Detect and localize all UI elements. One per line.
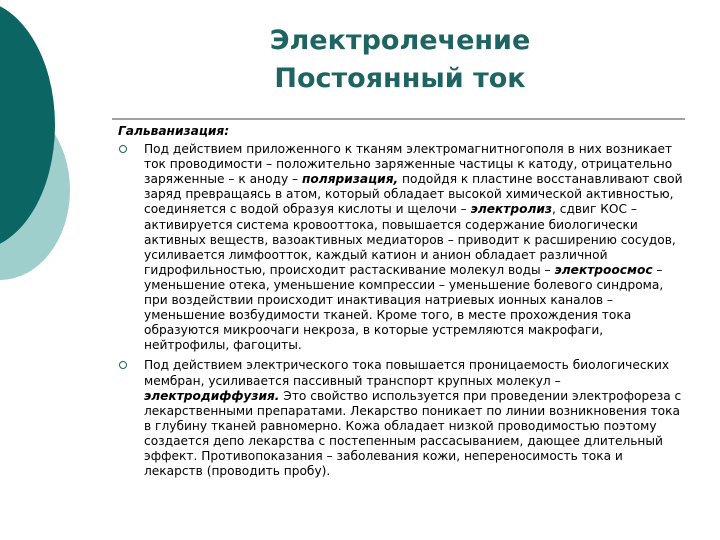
- ring-bullet-icon: [119, 145, 127, 153]
- section-heading: Гальванизация:: [118, 124, 230, 138]
- title-line-1: Электролечение: [269, 25, 531, 56]
- bullet-text: , сдвиг КОС – активируется система кровооттока, повышается содержание биологически активных веществ, вазоактивных медиаторов – приводит к расширению сосудов, усиливается лимфоотток, каждый катион и анион обладает различной гидрофильностью, происходит растаскивание молекул воды –: [144, 202, 676, 277]
- title-divider: [112, 118, 685, 120]
- term-polarization: поляризация,: [302, 172, 399, 187]
- bullet-item-electrodiffusion: [118, 358, 683, 479]
- slide-body: [118, 124, 683, 484]
- bullet-text: подойдя к пластине восстанавливают свой заряд превращаясь в атом, который обладает высокой химической активностью, соединяется с водой образуя кислоты и щелочи –: [144, 172, 683, 217]
- slide-title: [200, 22, 600, 98]
- bullet-text: Под действием электрического тока повышается проницаемость биологических мембран, усиливается пассивный транспорт крупных молекул –: [144, 358, 670, 388]
- bullet-text: – уменьшение отека, уменьшение компрессии – уменьшение болевого синдрома, при воздействии происходит инактивация натриевых ионных каналов – уменьшение возбудимости тканей. Кроме того, в месте прохождения тока образуются микроочаги некроза, в которые устремляются макрофаги, нейтрофилы, фагоциты.: [144, 262, 664, 353]
- term-electroosmosis: электроосмос: [554, 262, 653, 277]
- bullet-text: Под действием приложенного к тканям электромагнитногополя в них возникает ток проводимости – положительно заряженные частицы к катоду, отрицательно заряженные – к аноду –: [144, 142, 673, 187]
- title-line-2: Постоянный ток: [274, 63, 526, 94]
- bullet-item-galvanization: [118, 142, 683, 353]
- bullet-text: Это свойство используется при проведении электрофореза с лекарственными препаратами. Лекарство поникает по линии возникновения тока в глубину тканей равномерно. Кожа обладает низкой проводимостью поэтому создается депо лекарства с постепенным рассасыванием, дающее длительный эффект. Противопоказания – заболевания кожи, непереносимость тока и лекарств (проводить пробу).: [144, 388, 682, 479]
- term-electrolysis: электролиз: [470, 202, 552, 217]
- term-electrodiffusion: электродиффузия.: [144, 388, 280, 403]
- ring-bullet-icon: [119, 361, 127, 369]
